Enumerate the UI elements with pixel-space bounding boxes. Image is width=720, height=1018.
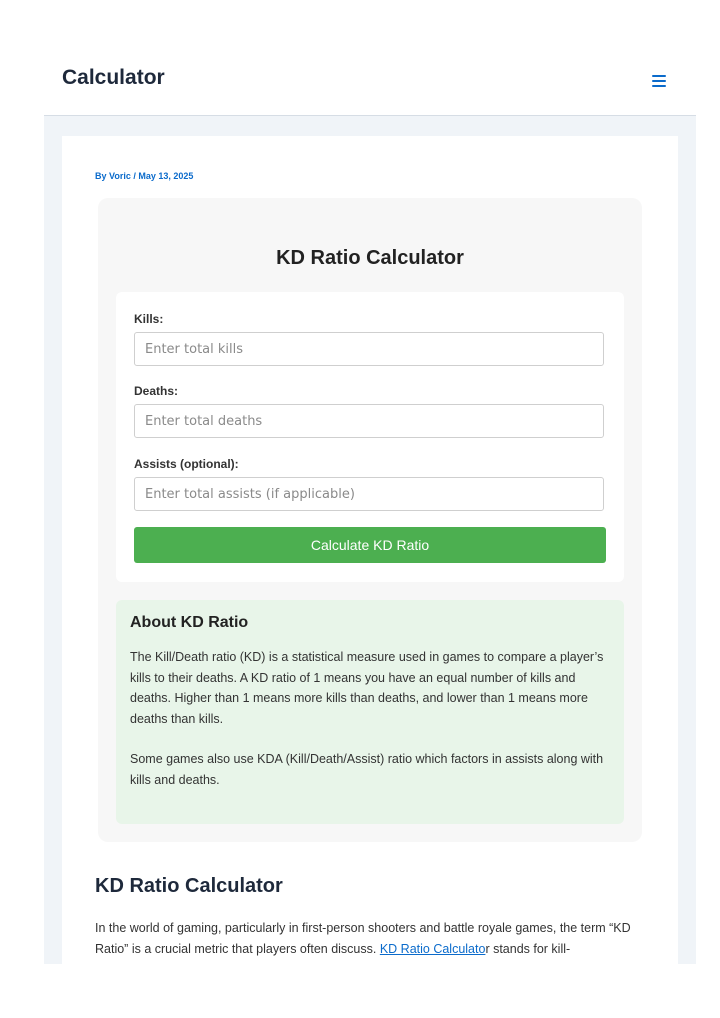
calculator-title: KD Ratio Calculator bbox=[276, 247, 464, 269]
kills-input[interactable] bbox=[134, 332, 604, 366]
about-title: About KD Ratio bbox=[130, 614, 249, 631]
post-date: May 13, 2025 bbox=[138, 171, 194, 181]
page-frame bbox=[44, 44, 696, 964]
site-header bbox=[44, 44, 696, 116]
assists-input[interactable] bbox=[134, 477, 604, 511]
site-title-link[interactable]: Calculator bbox=[62, 66, 165, 89]
intro-text-before-link: In the world of gaming, particularly in first-person shooters and battle royale games, the term “KD Ratio” is a crucial metric that players often discuss. bbox=[95, 921, 631, 956]
kd-calculator-card bbox=[98, 198, 642, 842]
assists-label: Assists (optional): bbox=[134, 457, 239, 471]
deaths-input[interactable] bbox=[134, 404, 604, 438]
hamburger-menu-icon[interactable] bbox=[644, 70, 674, 92]
post-meta-separator: / bbox=[130, 171, 139, 181]
calculator-form bbox=[116, 292, 624, 582]
post-meta bbox=[95, 171, 193, 181]
author-link[interactable]: Voric bbox=[109, 171, 131, 181]
deaths-label: Deaths: bbox=[134, 384, 179, 398]
calculate-kd-button[interactable]: Calculate KD Ratio bbox=[134, 527, 606, 563]
about-kd-ratio-box bbox=[116, 600, 624, 824]
post-meta-prefix: By bbox=[95, 171, 110, 181]
about-paragraph-1: The Kill/Death ratio (KD) is a statistical measure used in games to compare a player’s kills to their deaths. A KD ratio of 1 means you have an equal number of kills and deaths. Higher than 1 means more kills than deaths, and lower than 1 means more deaths than kills. bbox=[130, 650, 604, 726]
section-heading: KD Ratio Calculator bbox=[95, 875, 283, 897]
article-container bbox=[62, 136, 678, 964]
kills-label: Kills: bbox=[134, 312, 164, 326]
kd-ratio-calculator-link[interactable]: KD Ratio Calculato bbox=[379, 941, 486, 956]
about-paragraph-2: Some games also use KDA (Kill/Death/Assist) ratio which factors in assists along with kills and deaths. bbox=[130, 752, 604, 787]
intro-paragraph bbox=[95, 918, 647, 959]
intro-text-after-link: r stands for kill- bbox=[485, 941, 571, 956]
